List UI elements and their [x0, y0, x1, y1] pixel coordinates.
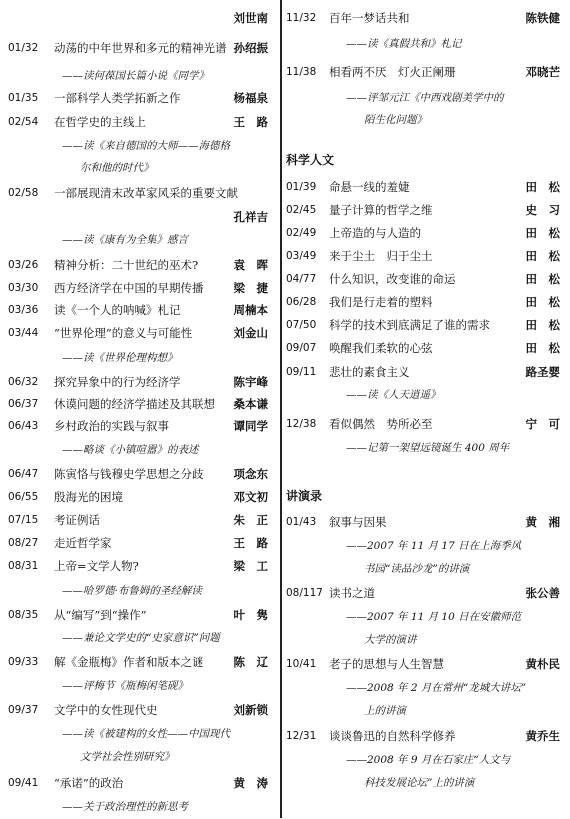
issue-page-code: 09/41 — [8, 777, 39, 789]
toc-entry — [0, 652, 278, 674]
author-name: 陈 辽 — [233, 655, 268, 669]
author-name: 项念东 — [233, 467, 268, 481]
issue-page-code: 02/54 — [8, 116, 39, 128]
subtitle-text: ——读《康有为全集》感言 — [62, 234, 188, 246]
toc-entry — [284, 654, 570, 676]
toc-entry — [0, 278, 278, 300]
article-title: 休谟问题的经济学描述及其联想 — [54, 397, 215, 411]
toc-entry — [284, 246, 570, 268]
toc-entry — [284, 338, 570, 360]
entry-subtitle-line — [0, 581, 278, 603]
issue-page-code: 06/55 — [8, 491, 39, 503]
author-name: 田 松 — [525, 272, 560, 286]
author-name: 周楠本 — [233, 303, 268, 317]
article-title: 动荡的中年世界和多元的精神光谱 — [54, 41, 227, 55]
issue-page-code: 09/37 — [8, 704, 39, 716]
author-name: 田 松 — [525, 341, 560, 355]
issue-page-code: 06/32 — [8, 376, 39, 388]
entry-subtitle-line — [0, 66, 278, 88]
article-title: 悲壮的素食主义 — [329, 365, 410, 379]
toc-entry — [0, 323, 278, 345]
toc-entry — [0, 487, 278, 509]
subtitle-text: ——读《世界伦理构想》 — [62, 352, 178, 364]
article-title: 命悬一线的羞婕 — [329, 180, 410, 194]
author-name: 黄朴民 — [525, 657, 560, 671]
entry-subtitle-line — [0, 158, 278, 180]
issue-page-code: 03/36 — [8, 304, 39, 316]
article-title: 谈谈鲁迅的自然科学修养 — [329, 729, 456, 743]
article-title: 科学的技术到底满足了谁的需求 — [329, 318, 490, 332]
author-name: 梁 捷 — [233, 281, 268, 295]
issue-page-code: 06/37 — [8, 398, 39, 410]
article-title: 从“编写”到“操作” — [54, 608, 147, 622]
toc-entry — [284, 362, 570, 384]
author-name: 王 路 — [233, 115, 268, 129]
author-name: 谭同学 — [233, 419, 268, 433]
issue-page-code: 02/58 — [8, 187, 39, 199]
toc-entry — [0, 700, 278, 722]
article-title: 走近哲学家 — [54, 536, 112, 550]
entry-subtitle-line — [284, 559, 570, 581]
entry-subtitle-line — [284, 773, 570, 795]
entry-subtitle-line — [284, 88, 570, 110]
subtitle-text: ——评邹元江《中西戏剧美学中的 — [346, 92, 504, 104]
toc-entry — [0, 300, 278, 322]
toc-entry — [0, 605, 278, 627]
subtitle-text: ——读《人天逍遥》 — [346, 389, 441, 401]
entry-subtitle-line — [0, 676, 278, 698]
author-name: 史 习 — [525, 203, 560, 217]
article-title: 读书之道 — [329, 586, 375, 600]
subtitle-text: ——读何葆国长篇小说《同学》 — [62, 70, 209, 82]
article-title: 上帝=文学人物? — [54, 559, 139, 573]
author-name: 刘金山 — [233, 326, 268, 340]
subtitle-text: ——关于政治理性的新思考 — [62, 801, 188, 813]
entry-subtitle-line — [284, 750, 570, 772]
author-name: 田 松 — [525, 295, 560, 309]
author-name: 朱 正 — [233, 513, 268, 527]
subtitle-text: 文学社会性别研究》 — [80, 751, 175, 763]
issue-page-code: 04/77 — [286, 273, 317, 285]
issue-page-code: 03/49 — [286, 250, 317, 262]
author-name: 梁 工 — [233, 559, 268, 573]
subtitle-text: 上的讲演 — [364, 705, 406, 717]
issue-page-code: 07/15 — [8, 514, 39, 526]
article-title: 唤醒我们柔软的心弦 — [329, 341, 433, 355]
issue-page-code: 08/31 — [8, 560, 39, 572]
author-name: 田 松 — [525, 226, 560, 240]
article-title: 一部科学人类学拓新之作 — [54, 91, 181, 105]
article-title: 一部展现清末改革家风采的重要文献 — [54, 186, 238, 200]
author-name: 陈宇峰 — [233, 375, 268, 389]
issue-page-code: 02/45 — [286, 204, 317, 216]
subtitle-text: 陌生化问题》 — [364, 114, 427, 126]
article-title: “世界伦理”的意义与可能性 — [54, 326, 193, 340]
subtitle-text: ——记第一架望远镜诞生 400 周年 — [346, 442, 510, 454]
entry-subtitle-line — [0, 628, 278, 650]
issue-page-code: 09/33 — [8, 656, 39, 668]
subtitle-text: ——读《来自德国的大师——海德格 — [62, 140, 230, 152]
issue-page-code: 06/47 — [8, 468, 39, 480]
toc-entry — [0, 112, 278, 134]
entry-subtitle-line — [0, 440, 278, 462]
entry-subtitle-line — [0, 747, 278, 769]
issue-page-code: 01/35 — [8, 92, 39, 104]
toc-entry — [0, 38, 278, 60]
issue-page-code: 07/50 — [286, 319, 317, 331]
toc-entry — [284, 177, 570, 199]
toc-entry — [284, 583, 570, 605]
issue-page-code: 01/39 — [286, 181, 317, 193]
issue-page-code: 09/11 — [286, 366, 317, 378]
author-name: 黄 涛 — [233, 776, 268, 790]
toc-entry — [0, 533, 278, 555]
article-title: 什么知识，改变谁的命运 — [329, 272, 456, 286]
toc-entry — [0, 773, 278, 795]
column-divider — [280, 0, 282, 818]
article-title: 叙事与因果 — [329, 515, 387, 529]
subtitle-text: ——2007 年 11 月 10 日在安徽师范 — [346, 611, 522, 623]
author-name: 黄乔生 — [525, 729, 560, 743]
author-name: 刘新锁 — [233, 703, 268, 717]
author-name: 田 松 — [525, 180, 560, 194]
article-title: 精神分析：二十世纪的巫术? — [54, 258, 199, 272]
toc-entry — [284, 200, 570, 222]
author-name: 邓文初 — [233, 490, 268, 504]
toc-entry — [0, 88, 278, 110]
article-title: 陈寅恪与钱穆史学思想之分歧 — [54, 467, 204, 481]
entry-subtitle-line — [0, 136, 278, 158]
subtitle-text: ——读《被建构的女性——中国现代 — [62, 728, 230, 740]
entry-subtitle-line — [284, 34, 570, 56]
entry-subtitle-line — [284, 678, 570, 700]
issue-page-code: 08/35 — [8, 609, 39, 621]
entry-subtitle-line — [0, 797, 278, 819]
issue-page-code: 11/32 — [286, 12, 317, 24]
article-title: 百年一梦话共和 — [329, 11, 410, 25]
toc-entry — [0, 464, 278, 486]
subtitle-text: ——读《真假共和》札记 — [346, 38, 462, 50]
article-title: 考证例话 — [54, 513, 100, 527]
subtitle-text: ——兼论文学史的“史家意识”问题 — [62, 632, 220, 644]
author-name: 张公善 — [525, 586, 560, 600]
article-title: 乡村政治的实践与叙事 — [54, 419, 169, 433]
toc-entry — [284, 414, 570, 436]
entry-subtitle-line — [0, 230, 278, 252]
toc-entry — [284, 315, 570, 337]
entry-subtitle-line — [284, 701, 570, 723]
toc-entry — [0, 416, 278, 438]
article-title: 我们是行走着的塑料 — [329, 295, 433, 309]
toc-entry — [284, 223, 570, 245]
subtitle-text: ——评梅节《瓶梅闲笔砚》 — [62, 680, 188, 692]
issue-page-code: 08/117 — [286, 587, 323, 599]
toc-entry — [284, 726, 570, 748]
subtitle-text: ——2007 年 11 月 17 日在上海季风 — [346, 540, 522, 552]
section-heading: 讲演录 — [286, 489, 323, 503]
subtitle-text: 书园“读品沙龙”的讲演 — [364, 563, 470, 575]
entry-subtitle-line — [284, 110, 570, 132]
issue-page-code: 03/26 — [8, 259, 39, 271]
issue-page-code: 01/43 — [286, 516, 317, 528]
author-name: 孔祥吉 — [233, 210, 268, 224]
article-title: 解《金瓶梅》作者和版本之谜 — [54, 655, 204, 669]
toc-entry — [0, 556, 278, 578]
toc-entry — [284, 62, 570, 84]
article-title: 殷海光的困境 — [54, 490, 123, 504]
toc-entry — [0, 394, 278, 416]
issue-page-code: 10/41 — [286, 658, 317, 670]
article-title: 来于尘土 归于尘土 — [329, 249, 433, 263]
entry-subtitle-line — [284, 630, 570, 652]
author-name: 刘世南 — [233, 11, 268, 25]
article-title: 看似偶然 势所必至 — [329, 417, 433, 431]
subtitle-text: ——2008 年 9 月在石家庄“人文与 — [346, 754, 511, 766]
issue-page-code: 02/49 — [286, 227, 317, 239]
toc-entry — [284, 269, 570, 291]
author-name: 田 松 — [525, 249, 560, 263]
author-name: 桑本谦 — [233, 397, 268, 411]
toc-entry — [284, 8, 570, 30]
toc-entry — [284, 512, 570, 534]
subtitle-text: ——略谈《小镇喧嚣》的表述 — [62, 444, 199, 456]
entry-subtitle-line — [284, 607, 570, 629]
subtitle-text: 尔和他的时代》 — [80, 162, 154, 174]
article-title: 文学中的女性现代史 — [54, 703, 158, 717]
article-title: 老子的思想与人生智慧 — [329, 657, 444, 671]
article-title: 西方经济学在中国的早期传播 — [54, 281, 204, 295]
article-title: 在哲学史的主线上 — [54, 115, 146, 129]
issue-page-code: 12/31 — [286, 730, 317, 742]
issue-page-code: 03/30 — [8, 282, 39, 294]
issue-page-code: 03/44 — [8, 327, 39, 339]
toc-entry — [284, 292, 570, 314]
toc-entry — [0, 207, 278, 229]
toc-entry — [0, 183, 278, 205]
article-title: 相看两不厌 灯火正阑珊 — [329, 65, 456, 79]
entry-subtitle-line — [0, 348, 278, 370]
issue-page-code: 11/38 — [286, 66, 317, 78]
entry-subtitle-line — [284, 536, 570, 558]
article-title: 上帝造的与人造的 — [329, 226, 421, 240]
author-name: 路圣婴 — [525, 365, 560, 379]
author-name: 黄 湘 — [525, 515, 560, 529]
entry-subtitle-line — [284, 385, 570, 407]
author-name: 孙绍振 — [233, 41, 268, 55]
entry-subtitle-line — [284, 438, 570, 460]
issue-page-code: 06/28 — [286, 296, 317, 308]
issue-page-code: 06/43 — [8, 420, 39, 432]
subtitle-text: 科技发展论坛”上的讲演 — [364, 777, 475, 789]
entry-subtitle-line — [0, 724, 278, 746]
issue-page-code: 12/38 — [286, 418, 317, 430]
subtitle-text: ——哈罗德·布鲁姆的圣经解读 — [62, 585, 202, 597]
toc-entry — [0, 255, 278, 277]
author-name: 田 松 — [525, 318, 560, 332]
author-name: 杨福泉 — [233, 91, 268, 105]
article-title: “承诺”的政治 — [54, 776, 124, 790]
toc-entry — [0, 8, 278, 30]
issue-page-code: 08/27 — [8, 537, 39, 549]
section-heading: 科学人文 — [286, 153, 335, 167]
author-name: 袁 晖 — [233, 258, 268, 272]
issue-page-code: 01/32 — [8, 42, 39, 54]
author-name: 叶 隽 — [233, 608, 268, 622]
subtitle-text: 大学的演讲 — [364, 634, 417, 646]
article-title: 读《一个人的呐喊》札记 — [54, 303, 181, 317]
author-name: 王 路 — [233, 536, 268, 550]
article-title: 探究异象中的行为经济学 — [54, 375, 181, 389]
article-title: 量子计算的哲学之维 — [329, 203, 433, 217]
toc-entry — [0, 510, 278, 532]
subtitle-text: ——2008 年 2 月在常州“龙城大讲坛” — [346, 682, 527, 694]
author-name: 邓晓芒 — [525, 65, 560, 79]
issue-page-code: 09/07 — [286, 342, 317, 354]
author-name: 宁 可 — [525, 417, 560, 431]
author-name: 陈铁健 — [525, 11, 560, 25]
toc-entry — [0, 372, 278, 394]
